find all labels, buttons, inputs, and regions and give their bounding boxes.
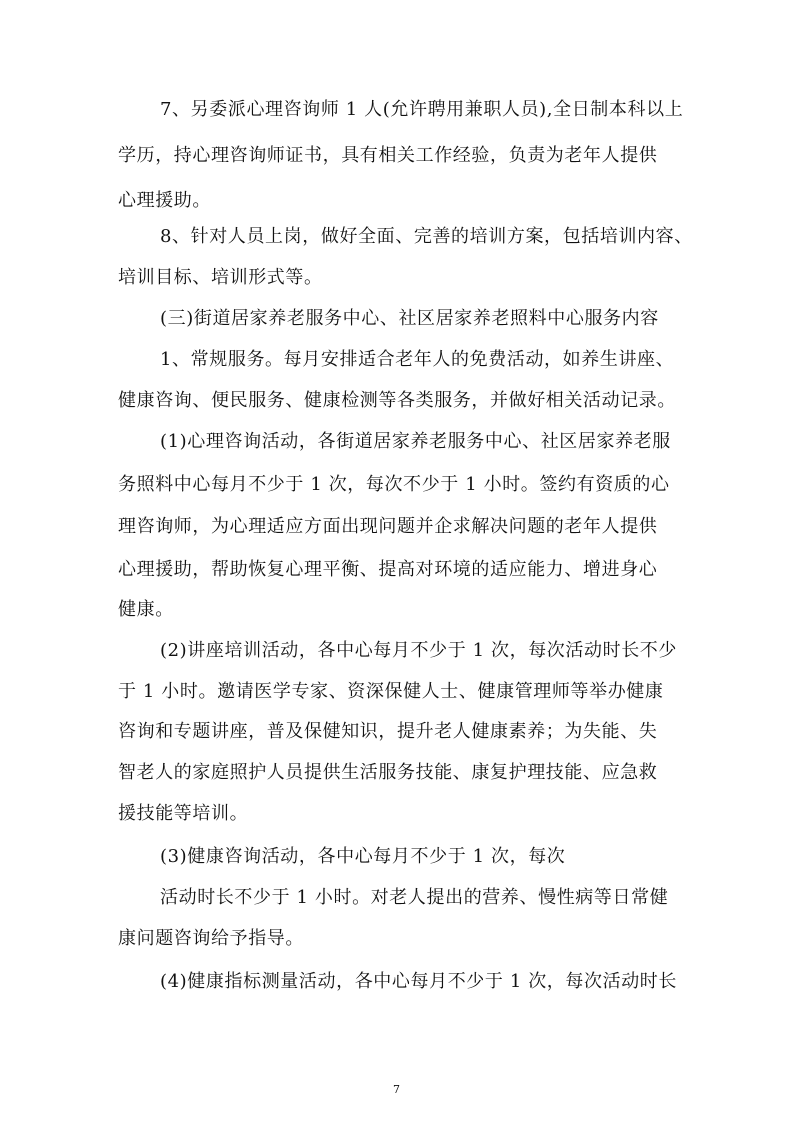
text-line: 援技能等培训。	[118, 803, 249, 824]
text-line: (2)讲座培训活动，各中心每月不少于 1 次，每次活动时长不少	[160, 640, 677, 661]
text-line: 心理援助。	[118, 190, 211, 211]
text-line: 健康咨询、便民服务、健康检测等各类服务，并做好相关活动记录。	[118, 390, 676, 411]
text-line: 心理援助，帮助恢复心理平衡、提高对环境的适应能力、增进身心	[118, 559, 658, 580]
text-line: 培训目标、培训形式等。	[118, 267, 323, 288]
text-line: 7、另委派心理咨询师 1 人(允许聘用兼职人员),全日制本科以上	[160, 99, 684, 120]
text-line: 1、常规服务。每月安排适合老年人的免费活动，如养生讲座、	[160, 349, 675, 370]
section-heading: (三)街道居家养老服务中心、社区居家养老照料中心服务内容	[160, 308, 659, 329]
text-line: 务照料中心每月不少于 1 次，每次不少于 1 小时。签约有资质的心	[118, 474, 670, 495]
text-line: 智老人的家庭照护人员提供生活服务技能、康复护理技能、应急救	[118, 762, 658, 783]
text-line: 咨询和专题讲座，普及保健知识，提升老人健康素养；为失能、失	[118, 721, 658, 742]
text-line: 健康。	[118, 599, 174, 620]
text-line: (1)心理咨询活动，各街道居家养老服务中心、社区居家养老服	[160, 431, 671, 452]
text-line: 于 1 小时。邀请医学专家、资深保健人士、健康管理师等举办健康	[118, 681, 664, 702]
text-line: (3)健康咨询活动，各中心每月不少于 1 次，每次	[160, 846, 566, 867]
text-line: 活动时长不少于 1 小时。对老人提出的营养、慢性病等日常健	[160, 887, 669, 908]
text-line: 8、针对人员上岗，做好全面、完善的培训方案，包括培训内容、	[160, 226, 693, 247]
text-line: 理咨询师，为心理适应方面出现问题并企求解决问题的老年人提供	[118, 516, 658, 537]
text-line: (4)健康指标测量活动，各中心每月不少于 1 次，每次活动时长	[160, 971, 677, 992]
page-number: 7	[393, 1083, 400, 1096]
text-line: 学历，持心理咨询师证书，具有相关工作经验，负责为老年人提供	[118, 145, 658, 166]
text-line: 康问题咨询给予指导。	[118, 928, 304, 949]
